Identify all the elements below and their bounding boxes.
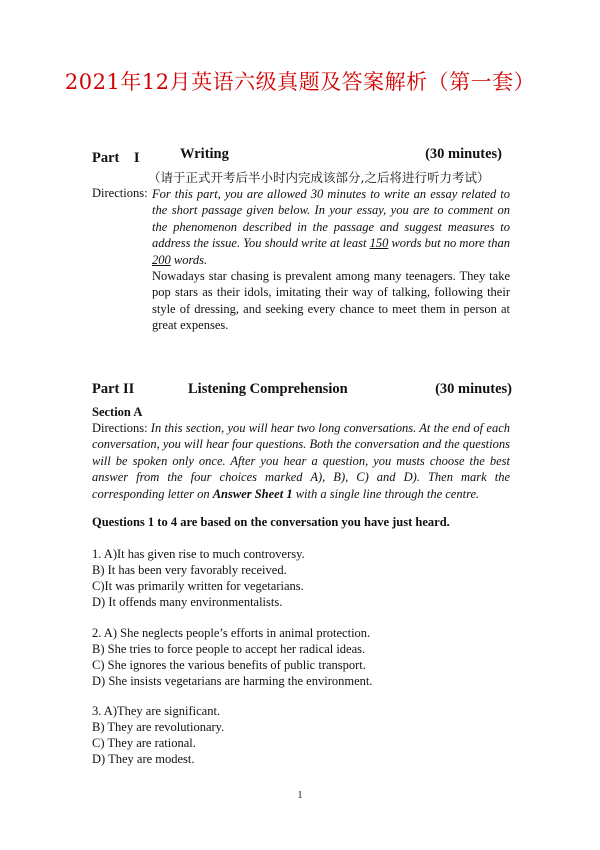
part1-label: Part I bbox=[92, 150, 140, 166]
question-3 bbox=[92, 703, 510, 767]
option: D) She insists vegetarians are harming the environment. bbox=[92, 674, 373, 688]
writing-directions-label: Directions: bbox=[92, 186, 148, 200]
page-title: 2021年12月英语六级真题及答案解析（第一套） bbox=[64, 70, 536, 94]
option: B) It has been very favorably received. bbox=[92, 563, 287, 577]
page-number: 1 bbox=[297, 790, 303, 801]
part1-name: Writing bbox=[180, 146, 229, 162]
max-words: 200 bbox=[152, 252, 171, 267]
option: B) They are revolutionary. bbox=[92, 720, 225, 734]
option: B) She tries to force people to accept her radical ideas. bbox=[92, 642, 366, 656]
writing-directions: For this part, you are allowed 30 minutes to write an essay related to the short passage given below. In your essay, you are to comment on the phenomenon described in the passage and suggest measures to address the issue. You should write at least 150 words but no more than 200 words. bbox=[152, 187, 510, 267]
questions-heading: Questions 1 to 4 are based on the conversation you have just heard. bbox=[92, 515, 450, 529]
question-1 bbox=[92, 546, 510, 610]
section-a-heading: Section A bbox=[92, 405, 143, 419]
part2-name: Listening Comprehension bbox=[188, 381, 348, 397]
part2-label: Part II bbox=[92, 381, 135, 397]
listening-directions: Directions: In this section, you will hear two long conversations. At the end of each conversation, you will hear four questions. Both the conversation and the questions will be spoken only once. After you hear a question, you musts choose the best answer from the four choices marked A), B), C) and D). Then mark the corresponding letter on Answer Sheet 1 with a single line through the centre. bbox=[92, 421, 510, 501]
option: C) She ignores the various benefits of public transport. bbox=[92, 658, 366, 672]
option: D) It offends many environmentalists. bbox=[92, 595, 283, 609]
option: 2. A) She neglects people’s efforts in animal protection. bbox=[92, 626, 371, 640]
exam-note: （请于正式开考后半小时内完成该部分,之后将进行听力考试） bbox=[148, 170, 490, 185]
answer-sheet-ref: Answer Sheet 1 bbox=[212, 486, 293, 501]
question-2 bbox=[92, 625, 510, 689]
option: C)It was primarily written for vegetarians. bbox=[92, 579, 304, 593]
writing-passage: Nowadays star chasing is prevalent among many teenagers. They take pop stars as their idols, imitating their way of talking, following their style of dressing, and seeking every chance to meet them in person at great expenses. bbox=[152, 269, 510, 333]
option: D) They are modest. bbox=[92, 752, 195, 766]
min-words: 150 bbox=[369, 236, 389, 251]
option: 1. A)It has given rise to much controversy. bbox=[92, 547, 305, 561]
part1-time: (30 minutes) bbox=[425, 146, 502, 162]
part2-time: (30 minutes) bbox=[435, 381, 512, 397]
option: 3. A)They are significant. bbox=[92, 704, 221, 718]
option: C) They are rational. bbox=[92, 736, 196, 750]
